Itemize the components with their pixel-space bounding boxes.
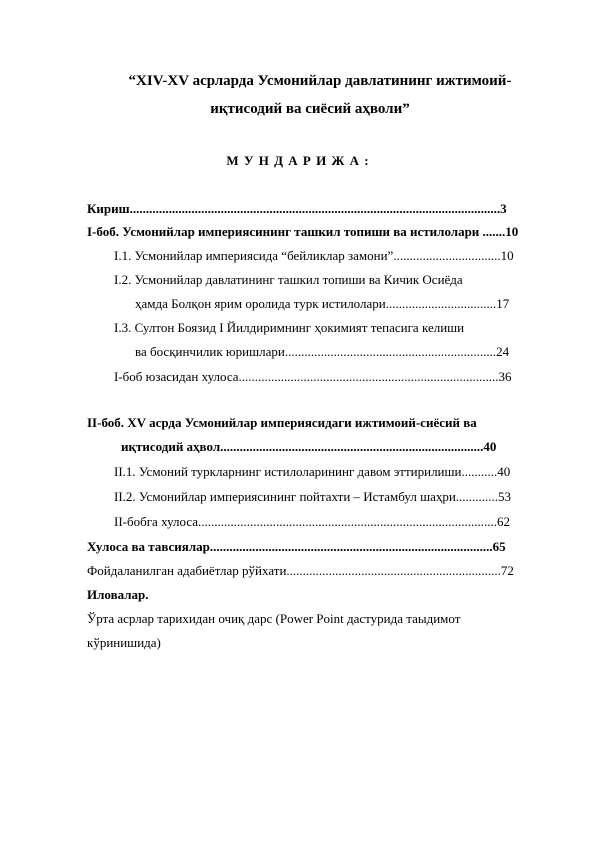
toc-entry-section-1-3-cont: ва босқинчилик юришлари.................................................................24 xyxy=(135,344,510,359)
toc-entry-conclusions: Хулоса ва тавсиялар.......................................................................................65 xyxy=(87,539,506,554)
toc-entry-appendix-lesson: Ўрта асрлар тарихидан очиқ дарс (Power Point дастурида таыдимот xyxy=(87,611,461,626)
toc-entry-appendices: Иловалар. xyxy=(87,587,149,602)
toc-entry-references: Фойдаланилган адабиётлар рўйхати..................................................................72 xyxy=(87,563,514,578)
toc-entry-introduction: Кириш..................................................................................................................3 xyxy=(87,201,507,216)
document-title-line-2: иқтисодий ва сиёсий аҳволи” xyxy=(210,101,410,117)
toc-entry-chapter-2-cont: иқтисодий аҳвол.................................................................................40 xyxy=(121,439,497,454)
toc-entry-chapter-2-conclusion: II-бобга хулоса............................................................................................62 xyxy=(114,514,511,529)
toc-entry-chapter-1-conclusion: I-боб юзасидан хулоса................................................................................36 xyxy=(114,369,512,384)
toc-entry-appendix-lesson-cont: кўринишида) xyxy=(87,635,161,650)
toc-entry-section-1-1: I.1. Усмонийлар империясида “бейликлар замони”.................................10 xyxy=(114,248,514,263)
toc-entry-section-1-2: I.2. Усмонийлар давлатининг ташкил топиши ва Кичик Осиёда xyxy=(114,272,463,287)
toc-entry-section-1-3: I.3. Султон Боязид I Йилдиримнинг ҳокимият тепасига келиши xyxy=(114,320,465,335)
contents-heading: М У Н Д А Р И Ж А : xyxy=(226,153,370,168)
toc-entry-section-2-2: II.2. Усмонийлар империясининг пойтахти – Истамбул шаҳри.............53 xyxy=(114,489,512,504)
toc-entry-chapter-1: I-боб. Усмонийлар империясининг ташкил топиши ва истилолари .......10 xyxy=(87,224,519,239)
toc-entry-section-2-1: II.1. Усмоний туркларнинг истилоларининг давом эттирилиши...........40 xyxy=(114,464,511,479)
toc-entry-section-1-2-cont: ҳамда Болқон ярим оролида турк истилолари..................................17 xyxy=(135,296,510,311)
document-title-line-1: “XIV-XV асрларда Усмонийлар давлатининг ижтимоий- xyxy=(128,73,512,89)
toc-entry-chapter-2: II-боб. XV асрда Усмонийлар империясидаги ижтимоий-сиёсий ва xyxy=(87,415,477,430)
